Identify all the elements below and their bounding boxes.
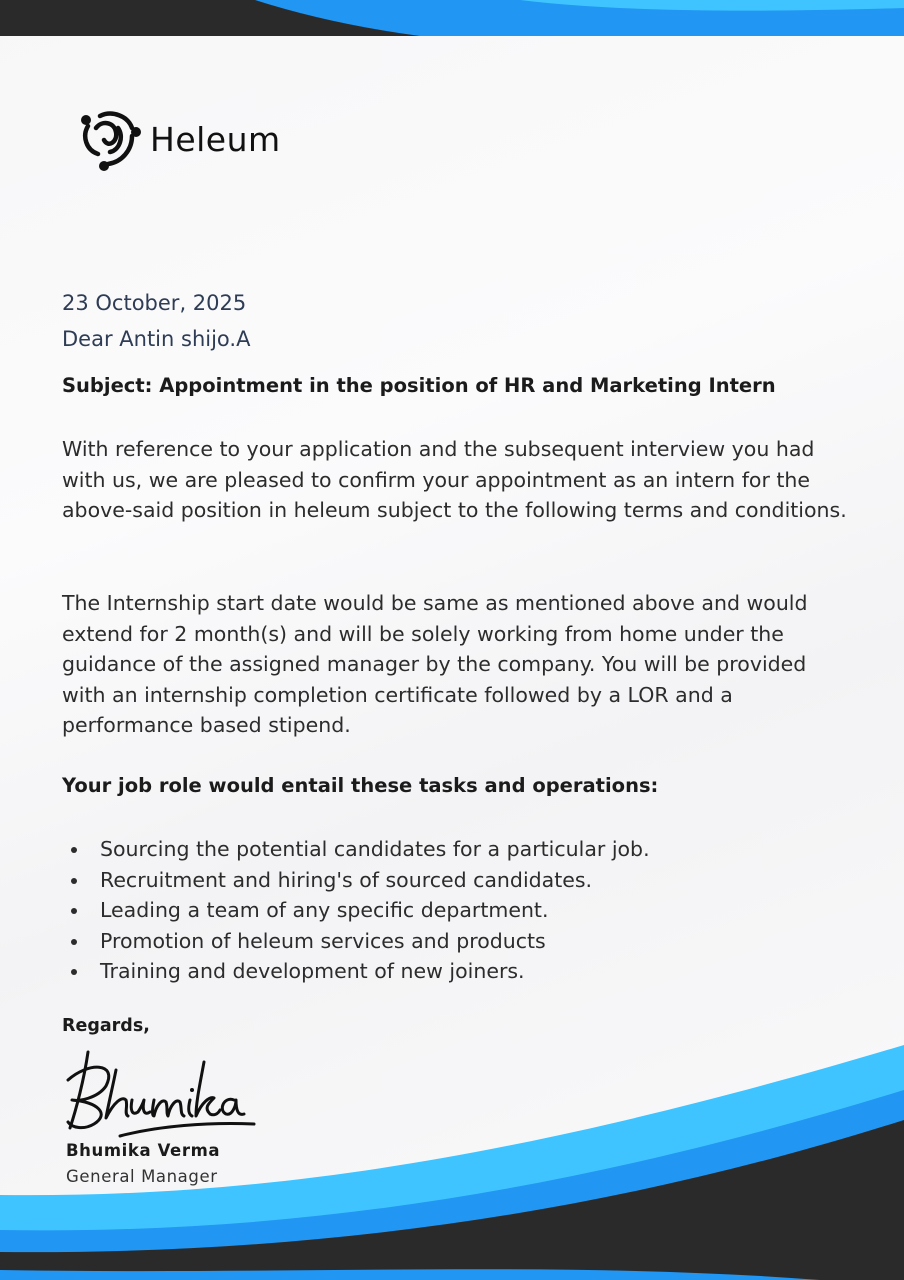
list-item: Leading a team of any specific department. xyxy=(62,895,650,926)
list-item: Promotion of heleum services and products xyxy=(62,926,650,957)
brand-name: Heleum xyxy=(150,119,281,159)
list-item: Sourcing the potential candidates for a particular job. xyxy=(62,834,650,865)
body-paragraph: With reference to your application and the subsequent interview you had with us, we are pleased to confirm your appointment as an intern for the above-said position in heleum subject to the following terms and conditions. xyxy=(62,437,847,523)
company-logo xyxy=(78,106,281,172)
list-item: Training and development of new joiners. xyxy=(62,956,650,987)
signature-image xyxy=(58,1040,258,1140)
letter-greeting: Dear Antin shijo.A xyxy=(62,327,251,351)
list-item: Recruitment and hiring's of sourced candidates. xyxy=(62,865,650,896)
tasks-list xyxy=(62,834,650,987)
tasks-heading: Your job role would entail these tasks and operations: xyxy=(62,774,659,797)
closing-text: Regards, xyxy=(62,1016,150,1036)
letter-date: 23 October, 2025 xyxy=(62,291,247,315)
heleum-logo-icon xyxy=(78,106,142,172)
top-decoration xyxy=(0,0,904,60)
signer-title: General Manager xyxy=(66,1167,218,1186)
letter-subject: Subject: Appointment in the position of HR and Marketing Intern xyxy=(62,374,776,397)
signer-name: Bhumika Verma xyxy=(66,1141,221,1160)
body-paragraph: The Internship start date would be same as mentioned above and would extend for 2 month(s) and will be solely working from home under the guidance of the assigned manager by the company. You will be provided with an internship completion certificate followed by a LOR and a performance based stipend. xyxy=(62,591,808,738)
